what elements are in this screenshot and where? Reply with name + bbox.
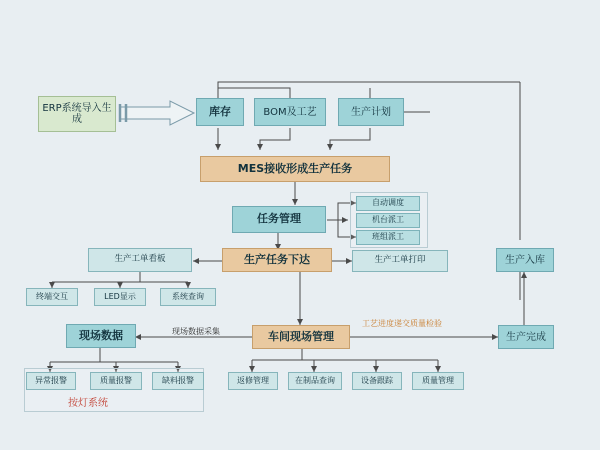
node-workshop-manage[interactable]: 车间现场管理 bbox=[252, 325, 350, 349]
node-site-data[interactable]: 现场数据 bbox=[66, 324, 136, 348]
node-team-dispatch[interactable]: 班组派工 bbox=[356, 230, 420, 245]
node-rework-manage[interactable]: 返修管理 bbox=[228, 372, 278, 390]
node-work-order-board[interactable]: 生产工单看板 bbox=[88, 248, 192, 272]
label-site-data-collect: 现场数据采集 bbox=[172, 327, 220, 336]
node-terminal-interaction[interactable]: 终端交互 bbox=[26, 288, 78, 306]
label-process-progress: 工艺进度递交质量检验 bbox=[362, 319, 442, 328]
node-system-query[interactable]: 系统查询 bbox=[160, 288, 216, 306]
node-erp[interactable]: ERP系统导入生成 bbox=[38, 96, 116, 132]
label-andon-system: 按灯系统 bbox=[68, 398, 108, 409]
node-shortage-alarm[interactable]: 缺料报警 bbox=[152, 372, 204, 390]
node-bom[interactable]: BOM及工艺 bbox=[254, 98, 326, 126]
node-wip-query[interactable]: 在制品查询 bbox=[288, 372, 342, 390]
node-inventory[interactable]: 库存 bbox=[196, 98, 244, 126]
node-task-manage[interactable]: 任务管理 bbox=[232, 206, 326, 233]
node-mes-receive[interactable]: MES接收形成生产任务 bbox=[200, 156, 390, 182]
node-production-plan[interactable]: 生产计划 bbox=[338, 98, 404, 126]
node-machine-dispatch[interactable]: 机台派工 bbox=[356, 213, 420, 228]
node-abnormal-alarm[interactable]: 异常报警 bbox=[26, 372, 76, 390]
erp-import-arrow bbox=[118, 100, 196, 126]
node-work-order-print[interactable]: 生产工单打印 bbox=[352, 250, 448, 272]
node-quality-manage[interactable]: 质量管理 bbox=[412, 372, 464, 390]
node-equipment-track[interactable]: 设备跟踪 bbox=[352, 372, 402, 390]
node-production-instock[interactable]: 生产入库 bbox=[496, 248, 554, 272]
node-task-issue[interactable]: 生产任务下达 bbox=[222, 248, 332, 272]
node-production-complete[interactable]: 生产完成 bbox=[498, 325, 554, 349]
node-auto-schedule[interactable]: 自动调度 bbox=[356, 196, 420, 211]
node-led-display[interactable]: LED显示 bbox=[94, 288, 146, 306]
node-quality-alarm[interactable]: 质量报警 bbox=[90, 372, 142, 390]
